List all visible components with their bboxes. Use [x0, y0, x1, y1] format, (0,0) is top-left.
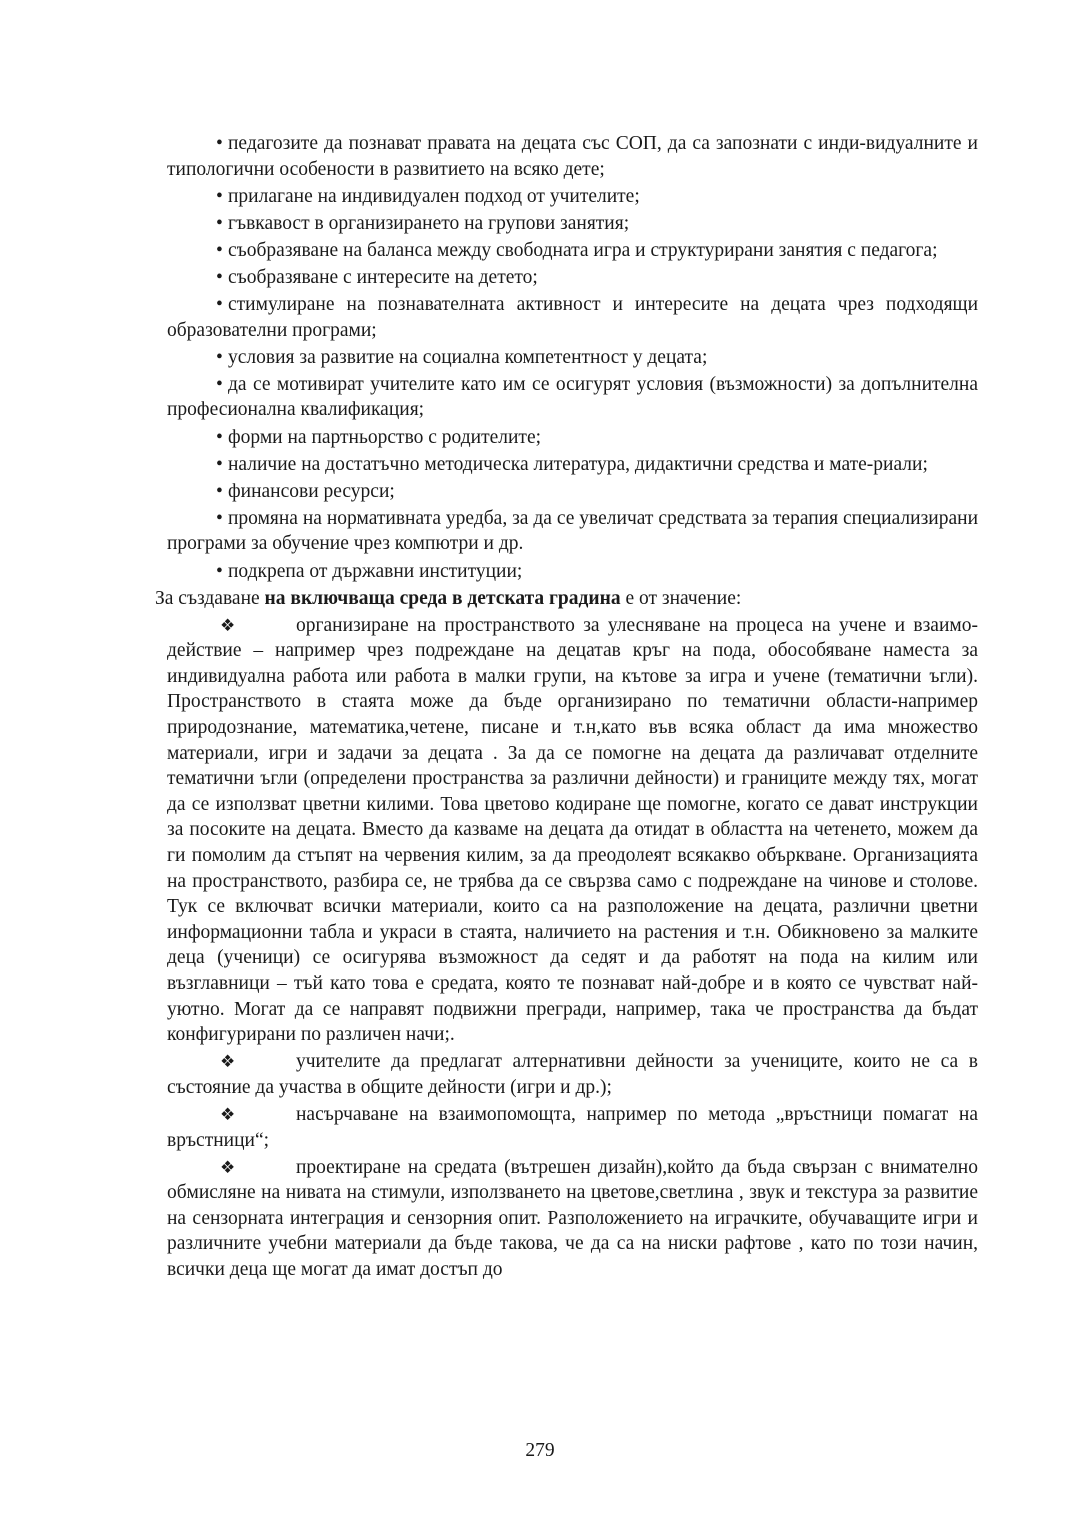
list-item-text: промяна на нормативната уредба, за да се увеличат средствата за терапия специализирани програми за обучение чрез компютри и др.: [167, 507, 978, 555]
list-item-text: организиране на пространството за улесняване на процеса на учене и взаимо-действие – например чрез подреждане на децатав кръг на пода, обособяване наместа за индивидуална работа или работа в малки групи, на кътове за игра и учене (тематични ъгли). Пространството в стаята може да бъде организирано по тематични области-например природознание, математика,четене, писане и т.н,като във всяка област да има множество материали, игри и задачи за децата . За да се помогне на децата да различават отделните тематични ъгли (определени пространства за различни дейности) и границите между тях, могат да се използват цветни килими. Това цветово кодиране ще помогне, когато се дават инструкции за посоките на децата. Вместо да казваме на децата да отидат в областта на четенето, можем да ги помолим да стъпят на червения килим, за да преодолеят всякакво объркване. Организацията на пространството, разбира се, не трябва да се свързва само с подреждане на чинове и столове. Тук се включват всички материали, които са на разположение на децата, различни цветни информационни табла и украси в стаята, наличието на растения и т.н. Обикновено за малките деца (ученици) се осигурява възможност да седят и да работят на пода на килим или възглавници – тъй като това е средата, която те познават най-добре и в която се чувстват най-уютно. Могат да се направят подвижни прегради, например, така че пространства да бъдат конфигурирани по различен начи;.: [167, 614, 978, 1046]
list-item-text: прилагане на индивидуален подход от учителите;: [228, 185, 640, 207]
four-diamond-icon: ❖: [220, 1157, 236, 1177]
page-number: 279: [525, 1440, 555, 1461]
list-item: [167, 1049, 978, 1100]
list-item-text: гъвкавост в организирането на групови занятия;: [228, 212, 630, 234]
bullet-dot-icon: •: [216, 346, 223, 368]
list-item: [167, 1155, 978, 1283]
list-item-text: насърчаване на взаимопомощта, например по метода „връстници помагат на връстници“;: [167, 1103, 978, 1151]
bullet-dot-icon: •: [216, 266, 223, 288]
list-item-text: финансови ресурси;: [228, 480, 395, 502]
four-diamond-icon: ❖: [220, 1052, 236, 1072]
list-item-text: наличие на достатъчно методическа литература, дидактични средства и мате-риали;: [228, 453, 928, 475]
list-item-text: форми на партньорство с родителите;: [228, 426, 542, 448]
bullet-dot-icon: •: [216, 426, 223, 448]
bullet-dot-icon: •: [216, 507, 223, 529]
intro-suffix: е от значение:: [620, 587, 742, 609]
page-body: [155, 131, 978, 1284]
list-item: [167, 372, 978, 423]
list-item-text: да се мотивират учителите като им се осигурят условия (възможности) за допълнителна професионална квалификация;: [167, 373, 978, 421]
list-item-text: съобразяване на баланса между свободната игра и структурирани занятия с педагога;: [228, 239, 938, 261]
list-item: [167, 238, 978, 264]
bullet-dot-icon: •: [216, 239, 223, 261]
list-item: [167, 425, 978, 451]
bullet-dot-icon: •: [216, 560, 223, 582]
environment-list: [167, 613, 978, 1283]
four-diamond-icon: ❖: [220, 1104, 236, 1124]
section-intro: [155, 586, 978, 612]
list-item-text: условия за развитие на социална компетентност у децата;: [228, 346, 708, 368]
list-item: [167, 479, 978, 505]
intro-bold: на включваща среда в детската градина: [264, 587, 621, 609]
list-item: [167, 184, 978, 210]
list-item: [167, 452, 978, 478]
list-item-text: педагозите да познават правата на децата със СОП, да са запознати с инди-видуалните и типологични особености в развитието на всяко дете;: [167, 133, 978, 180]
bullet-dot-icon: •: [216, 480, 223, 502]
bullet-dot-icon: •: [216, 212, 223, 234]
list-item-text: стимулиране на познавателната активност и интересите на децата чрез подходящи образователни програми;: [167, 294, 978, 341]
list-item: [167, 613, 978, 1048]
list-item: [167, 131, 978, 182]
list-item-text: съобразяване с интересите на детето;: [228, 266, 538, 288]
list-item: [167, 1102, 978, 1153]
list-item: [167, 265, 978, 291]
list-item: [167, 559, 978, 585]
four-diamond-icon: ❖: [220, 615, 236, 635]
list-item-text: учителите да предлагат алтернативни дейности за учениците, които не са в състояние да участва в общите дейности (игри и др.);: [167, 1051, 978, 1098]
bullet-dot-icon: •: [216, 373, 223, 395]
list-item: [167, 345, 978, 371]
conditions-list: [167, 131, 978, 584]
intro-prefix: За създаване: [155, 587, 265, 609]
list-item: [167, 292, 978, 343]
bullet-dot-icon: •: [216, 453, 223, 475]
bullet-dot-icon: •: [216, 294, 223, 316]
bullet-dot-icon: •: [216, 133, 223, 154]
list-item-text: подкрепа от държавни институции;: [228, 560, 523, 582]
bullet-dot-icon: •: [216, 185, 223, 207]
list-item-text: проектиране на средата (вътрешен дизайн),който да бъда свързан с внимателно обмисляне на нивата на стимули, използването на цветове,светлина , звук и текстура за развитие на сензорната интеграция и сензорния опит. Разположението на играчките, обучаващите игри и различните учебни материали да бъде такова, че да са на ниски рафтове , като по този начин, всички деца ще могат да имат достъп до: [167, 1156, 978, 1281]
list-item: [167, 506, 978, 557]
list-item: [167, 211, 978, 237]
